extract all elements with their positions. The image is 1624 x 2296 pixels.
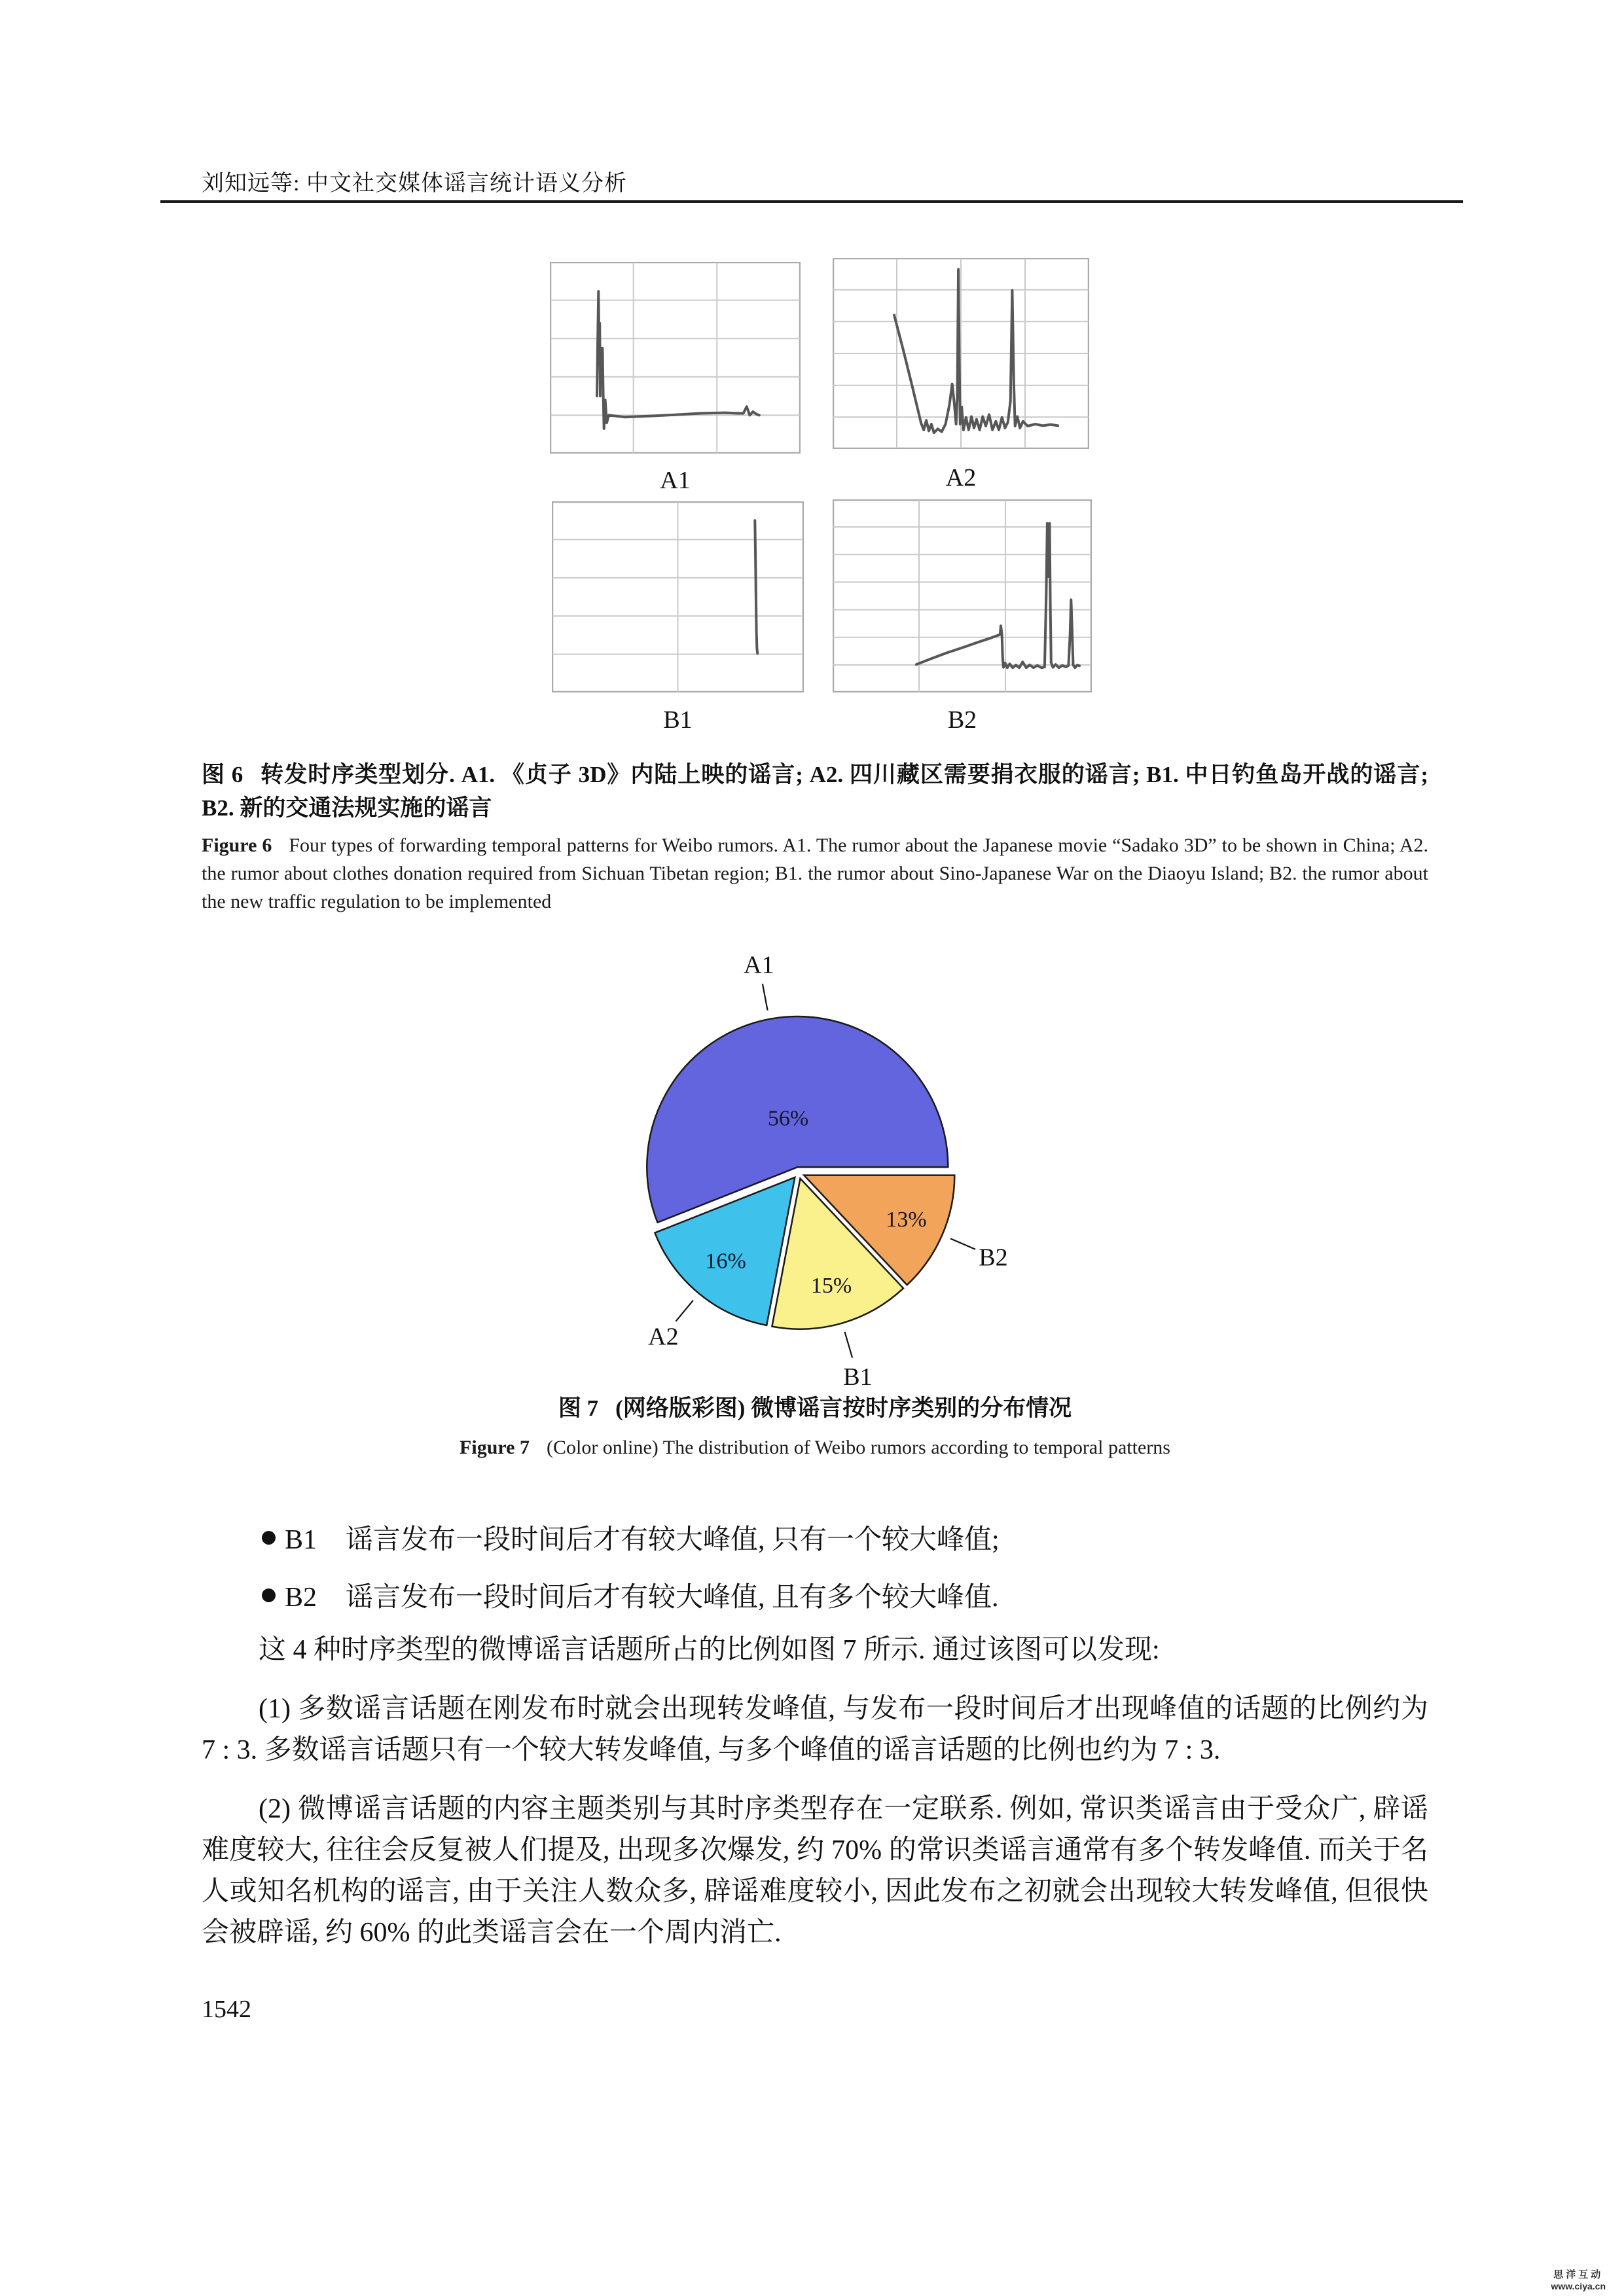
pie-percent-label: 56% — [767, 1106, 809, 1131]
watermark-url: www.ciya.cn — [1551, 2281, 1606, 2291]
pie-slice-name-B1: B1 — [843, 1363, 873, 1391]
watermark — [1551, 2267, 1606, 2291]
pie-slice-name-B2: B2 — [979, 1244, 1008, 1272]
watermark-text: 思洋互动 — [1553, 2269, 1604, 2280]
bullet-text: 谣言发布一段时间后才有较大峰值, 只有一个较大峰值; — [346, 1525, 1000, 1555]
figure6-caption-en-text: Four types of forwarding temporal patterns for Weibo rumors. A1. The rumor about the Japanese movie “Sadako 3D” to be shown in China; A2. the rumor about clothes donation required from Sichuan Tibetan region; B1. the rumor about Sino-Japanese War on the Diaoyu Island; B2. the rumor about the new traffic regulation to be implemented — [202, 834, 1429, 912]
figure7-caption-en — [202, 1433, 1428, 1462]
running-header: 刘知远等: 中文社交媒体谣言统计语义分析 — [202, 171, 627, 196]
figure6-caption-zh-text: 转发时序类型划分. A1. 《贞子 3D》内陆上映的谣言; A2. 四川藏区需要捐衣服的谣言; B1. 中日钓鱼岛开战的谣言; B2. 新的交通法规实施的谣言 — [202, 762, 1428, 821]
figure6-caption-en-label: Figure 6 — [202, 834, 272, 856]
figure7-caption-en-text: (Color online) The distribution of Weibo rumors according to temporal patterns — [546, 1437, 1170, 1458]
figure7-caption-zh-label: 图 7 — [558, 1395, 599, 1421]
panel-label-a2: A2 — [945, 464, 977, 492]
bullet-label: B1 — [285, 1525, 317, 1555]
figure6-panel-a1 — [550, 262, 801, 454]
pie-slice-name-A2: A2 — [648, 1323, 679, 1351]
pie-percent-label: 13% — [886, 1208, 927, 1232]
figure6-caption-en — [202, 831, 1428, 916]
pie-chart — [576, 936, 1034, 1394]
bullet-text: 谣言发布一段时间后才有较大峰值, 且有多个较大峰值. — [346, 1583, 999, 1613]
bullet-item-b1 — [202, 1520, 1489, 1561]
figure7-caption-en-label: Figure 7 — [460, 1437, 530, 1458]
panel-label-b2: B2 — [947, 706, 977, 734]
figure6-caption-zh — [202, 758, 1428, 825]
plot-area — [550, 262, 800, 453]
bullet-dot-icon — [262, 1531, 276, 1545]
figure6-panel-b1 — [552, 501, 804, 692]
figure6-caption-zh-label: 图 6 — [202, 762, 244, 787]
figure7-caption-zh-text: (网络版彩图) 微博谣言按时序类别的分布情况 — [615, 1395, 1072, 1421]
paragraph: 这 4 种时序类型的微博谣言话题所占的比例如图 7 所示. 通过该图可以发现: — [259, 1635, 1160, 1665]
line-chart-a2 — [833, 258, 1089, 449]
line-chart-a1 — [550, 262, 801, 454]
bullet-label: B2 — [285, 1583, 317, 1613]
bullet-dot-icon — [262, 1588, 276, 1602]
line-chart-b2 — [833, 499, 1092, 692]
pie-percent-label: 16% — [705, 1249, 746, 1274]
pie-slice-name-A1: A1 — [744, 951, 774, 979]
leader-line — [845, 1332, 853, 1358]
panel-label-b1: B1 — [663, 706, 693, 734]
leader-line — [676, 1300, 693, 1321]
figure7-caption-zh — [202, 1391, 1428, 1425]
figure6-panel-b2 — [833, 499, 1092, 692]
line-chart-b1 — [552, 501, 804, 692]
page-number: 1542 — [202, 1996, 251, 2023]
pie-percent-label: 15% — [810, 1274, 852, 1299]
bullet-item-b2 — [202, 1577, 1489, 1619]
paragraph: (2) 微博谣言话题的内容主题类别与其时序类型存在一定联系. 例如, 常识类谣言由于受众广, 辟谣难度较大, 往往会反复被人们提及, 出现多次爆发, 约 70% 的常识类谣言通常有多个转发峰值. 而关于名人或知名机构的谣言, 由于关注人数众多, 辟谣难度较小, 因此发布之初就会出现较大转发峰值, 但很快会被辟谣, 约 60% 的此类谣言会在一个周内消亡. — [202, 1794, 1428, 1948]
panel-label-a1: A1 — [660, 467, 691, 494]
leader-line — [763, 984, 768, 1011]
header-rule — [160, 200, 1463, 203]
figure6-panel-a2 — [833, 258, 1089, 449]
paragraph: (1) 多数谣言话题在刚发布时就会出现转发峰值, 与发布一段时间后才出现峰值的话题的比例约为 7 : 3. 多数谣言话题只有一个较大转发峰值, 与多个峰值的谣言话题的比例也约为 7 : 3. — [202, 1694, 1428, 1765]
leader-line — [950, 1238, 975, 1249]
